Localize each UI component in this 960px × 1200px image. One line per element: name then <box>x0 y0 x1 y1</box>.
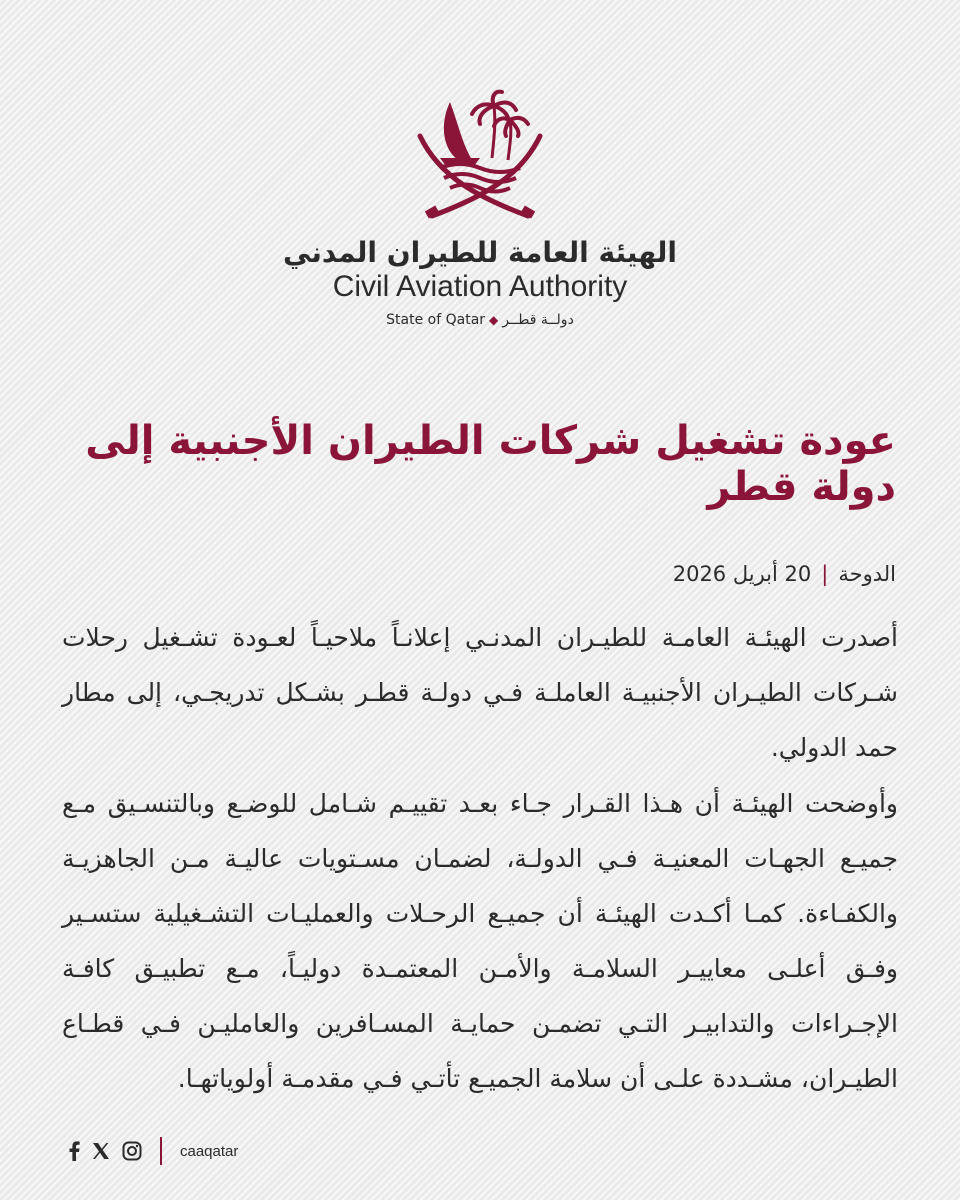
dateline-separator: | <box>821 562 829 586</box>
social-footer <box>68 1138 238 1164</box>
footer-divider <box>160 1137 162 1165</box>
dateline-location: الدوحة <box>838 562 896 586</box>
social-handle[interactable]: caaqatar <box>180 1142 239 1160</box>
instagram-icon[interactable] <box>122 1141 142 1161</box>
org-name-english: Civil Aviation Authority <box>332 270 628 303</box>
article-paragraph-1: أصدرت الهيئـة العامـة للطيـران المدنـي إعلانـاً ملاحيـاً لعـودة تشـغيل رحلات شـركات الطيـران الأجنبيـة العاملـة فـي دولـة قطـر بشـكل تدريجـي، إلى مطار حمد الدولي. <box>62 623 898 762</box>
x-icon[interactable] <box>92 1142 110 1160</box>
caa-emblem-logo <box>410 88 550 228</box>
article-paragraph-2: وأوضحت الهيئـة أن هـذا القـرار جـاء بعـد تقييـم شـامل للوضـع وبالتنسـيق مـع جميـع الجهـات المعنيـة فـي الدولـة، لضمـان مسـتويات عاليـة مـن الجاهزيـة والكفـاءة. كمـا أكـدت الهيئـة أن جميـع الرحـلات والعمليـات التشـغيلية ستسـير وفـق أعلـى معاييـر السلامـة والأمـن المعتمـدة دوليـاً، مـع تطبيـق كافـة الإجـراءات والتدابيـر التـي تضمـن حمايـة المسـافرين والعامليـن فـي قطـاع الطيـران، مشـددة علـى أن سلامة الجميـع تأتـي فـي مقدمـة أولوياتهـا. <box>62 789 898 1093</box>
state-arabic: دولــة قطــر <box>502 312 574 328</box>
article-headline: عودة تشغيل شركات الطيران الأجنبية إلى دولة قطر <box>85 418 896 510</box>
diamond-icon: ◆ <box>489 313 499 327</box>
dateline-date: 20 أبريل 2026 <box>672 562 812 586</box>
dateline <box>673 562 896 586</box>
org-name-arabic: الهيئة العامة للطيران المدني <box>283 236 677 269</box>
state-line <box>0 312 960 328</box>
state-english: State of Qatar <box>386 312 486 328</box>
facebook-icon[interactable] <box>68 1141 80 1161</box>
